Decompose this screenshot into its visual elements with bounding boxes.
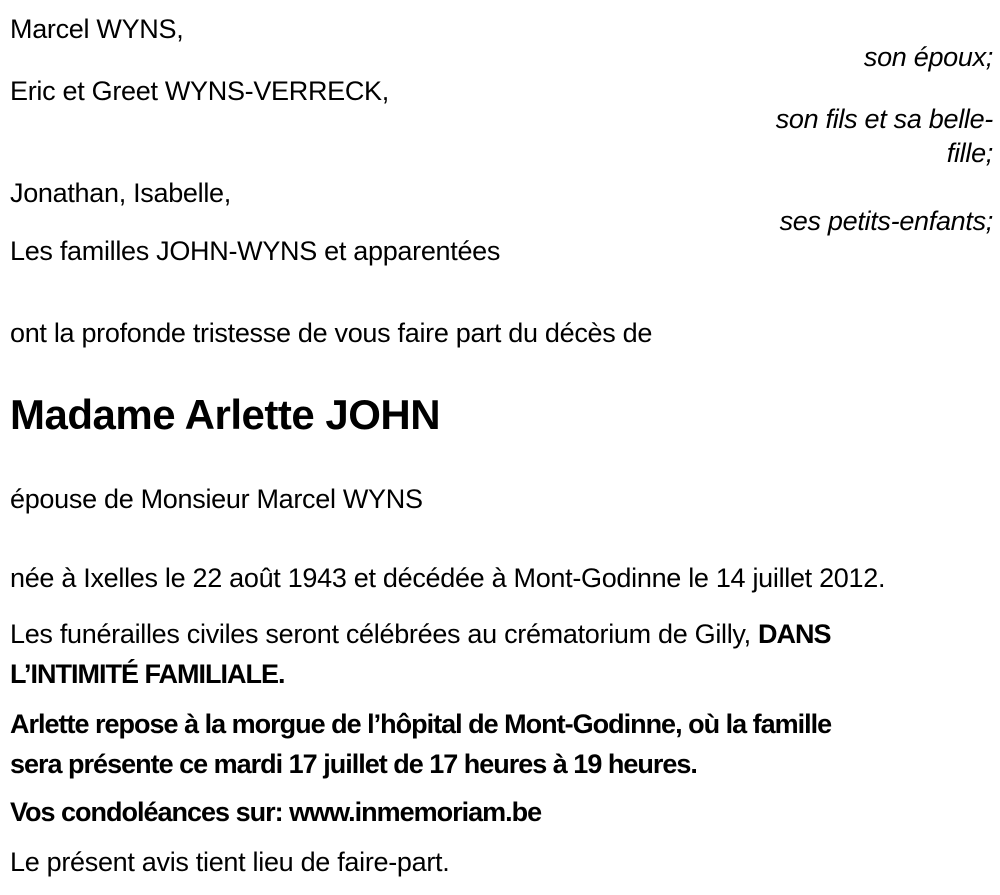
funeral-line-1 [10,614,993,654]
mourner-name-husband: Marcel WYNS, [10,14,184,44]
footer-line: Le présent avis tient lieu de faire-part. [10,847,450,877]
spouse-line: épouse de Monsieur Marcel WYNS [10,484,423,514]
condolences-line [10,792,993,832]
deceased-name: Madame Arlette JOHN [10,391,441,438]
condolences-label: Vos condoléances sur: [10,797,290,827]
intro-line: ont la profonde tristesse de vous faire part du décès de [10,318,653,348]
funeral-bold-text: DANS [758,619,831,649]
funeral-regular-text: Les funérailles civiles seront célébrées au crématorium de Gilly, [10,619,759,649]
mourner-relation-grandchildren: ses petits-enfants; [779,206,993,236]
mourner-name-son: Eric et Greet WYNS-VERRECK, [10,76,389,106]
relation-line-1: son fils et sa belle- [775,104,993,134]
mourner-relation-son [10,102,993,170]
funeral-line-2: L’INTIMITÉ FAMILIALE. [10,659,285,689]
birth-death-line: née à Ixelles le 22 août 1943 et décédée à Mont-Godinne le 14 juillet 2012. [10,563,886,593]
mourner-relation-husband: son époux; [863,42,993,72]
relation-line-2: fille; [946,138,993,168]
mourner-name-families: Les familles JOHN-WYNS et apparentées [10,236,501,266]
viewing-line-2: sera présente ce mardi 17 juillet de 17 heures à 19 heures. [10,749,697,779]
viewing-line-1: Arlette repose à la morgue de l’hôpital de Mont-Godinne, où la famille [10,709,832,739]
condolences-website-link[interactable]: www.inmemoriam.be [289,797,542,827]
mourner-name-grandchildren: Jonathan, Isabelle, [10,178,231,208]
